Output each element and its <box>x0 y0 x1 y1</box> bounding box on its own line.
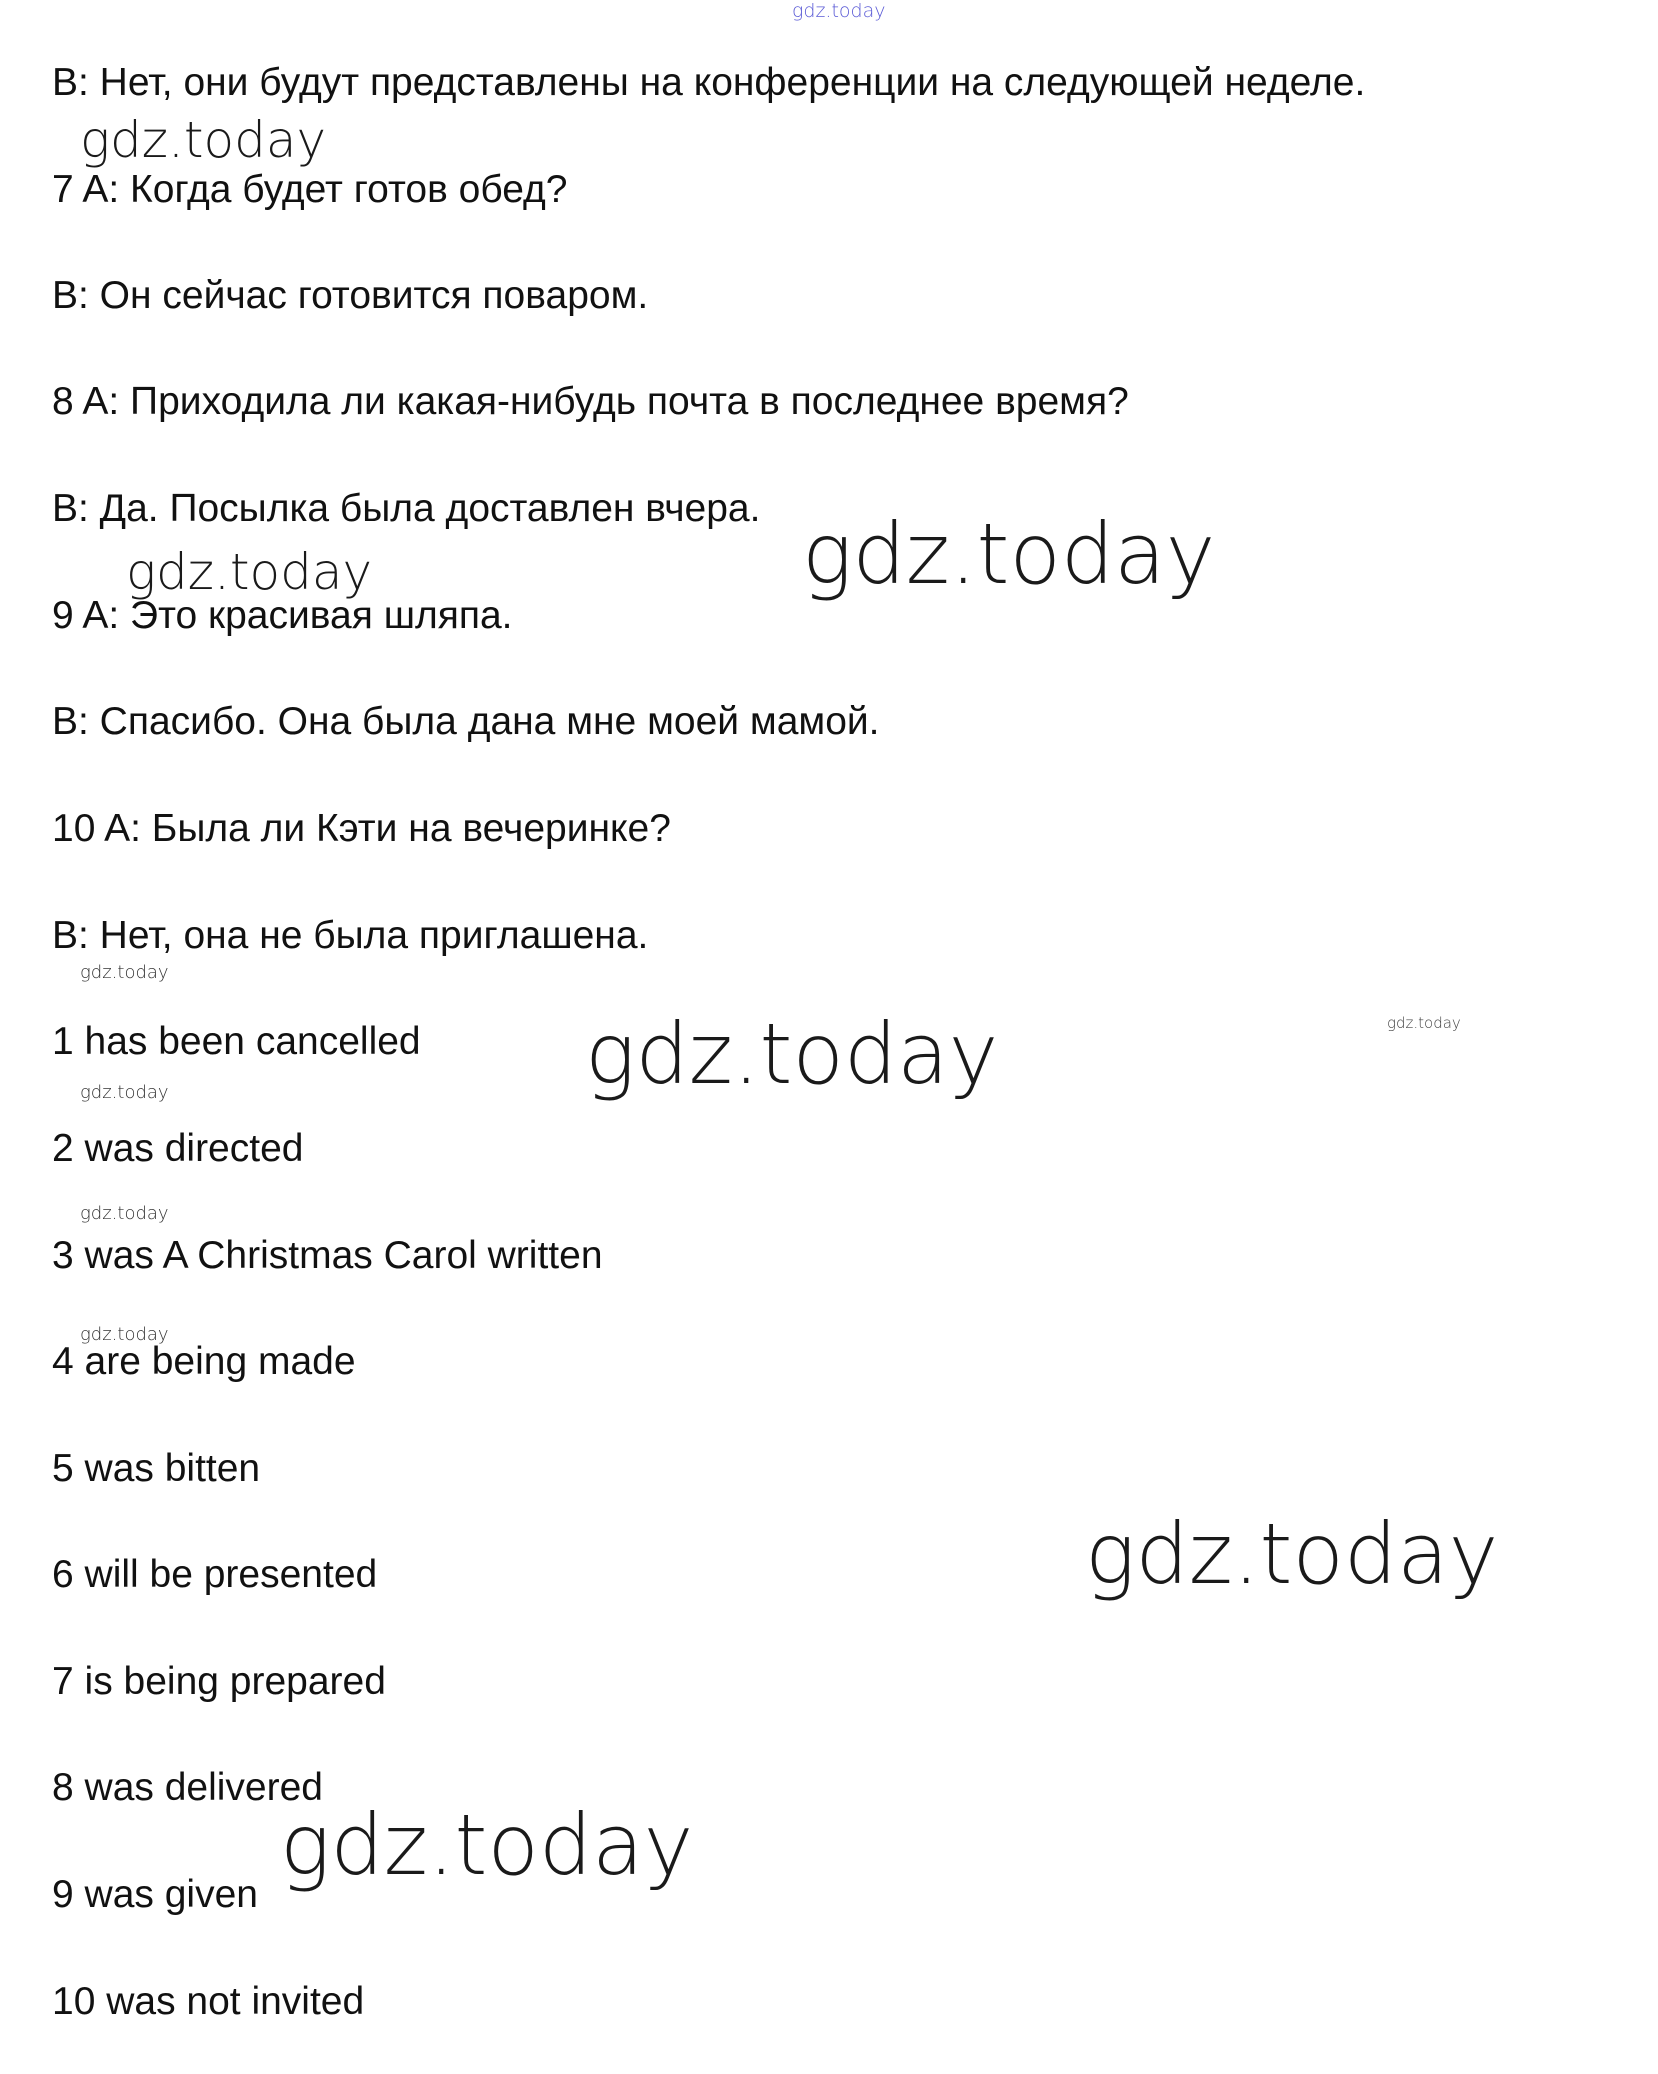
watermark: gdz.today <box>80 111 327 169</box>
watermark: gdz.today <box>80 962 169 983</box>
dialogue-line: 10 A: Была ли Кэти на вечеринке? <box>52 807 671 850</box>
watermark: gdz.today <box>280 1796 694 1894</box>
watermark: gdz.today <box>80 1082 169 1103</box>
watermark: gdz.today <box>585 1005 999 1103</box>
watermark: gdz.today <box>1387 1014 1461 1032</box>
answer-line: 3 was A Christmas Carol written <box>52 1234 603 1277</box>
dialogue-line: B: Спасибо. Она была дана мне моей мамой. <box>52 700 880 743</box>
dialogue-line: B: Нет, они будут представлены на конференции на следующей неделе. <box>52 61 1366 104</box>
answer-line: 2 was directed <box>52 1127 304 1170</box>
answer-line: 9 was given <box>52 1873 258 1916</box>
answer-line: 1 has been cancelled <box>52 1020 421 1063</box>
dialogue-line: 8 A: Приходила ли какая-нибудь почта в последнее время? <box>52 380 1129 423</box>
answer-line: 6 will be presented <box>52 1553 378 1596</box>
dialogue-line: 9 A: Это красивая шляпа. <box>52 594 513 637</box>
watermark: gdz.today <box>1085 1505 1499 1603</box>
answer-line: 4 are being made <box>52 1340 356 1383</box>
dialogue-line: B: Он сейчас готовится поваром. <box>52 274 649 317</box>
answer-line: 10 was not invited <box>52 1980 365 2023</box>
watermark: gdz.today <box>80 1203 169 1224</box>
dialogue-line: 7 A: Когда будет готов обед? <box>52 168 568 211</box>
answer-line: 5 was bitten <box>52 1447 261 1490</box>
answer-line: 8 was delivered <box>52 1766 323 1809</box>
answer-line: 7 is being prepared <box>52 1660 386 1703</box>
watermark: gdz.today <box>126 543 373 601</box>
dialogue-line: B: Нет, она не была приглашена. <box>52 914 649 957</box>
dialogue-line: B: Да. Посылка была доставлен вчера. <box>52 487 761 530</box>
watermark: gdz.today <box>80 1324 169 1345</box>
watermark-top: gdz.today <box>792 0 886 22</box>
watermark: gdz.today <box>802 505 1216 603</box>
